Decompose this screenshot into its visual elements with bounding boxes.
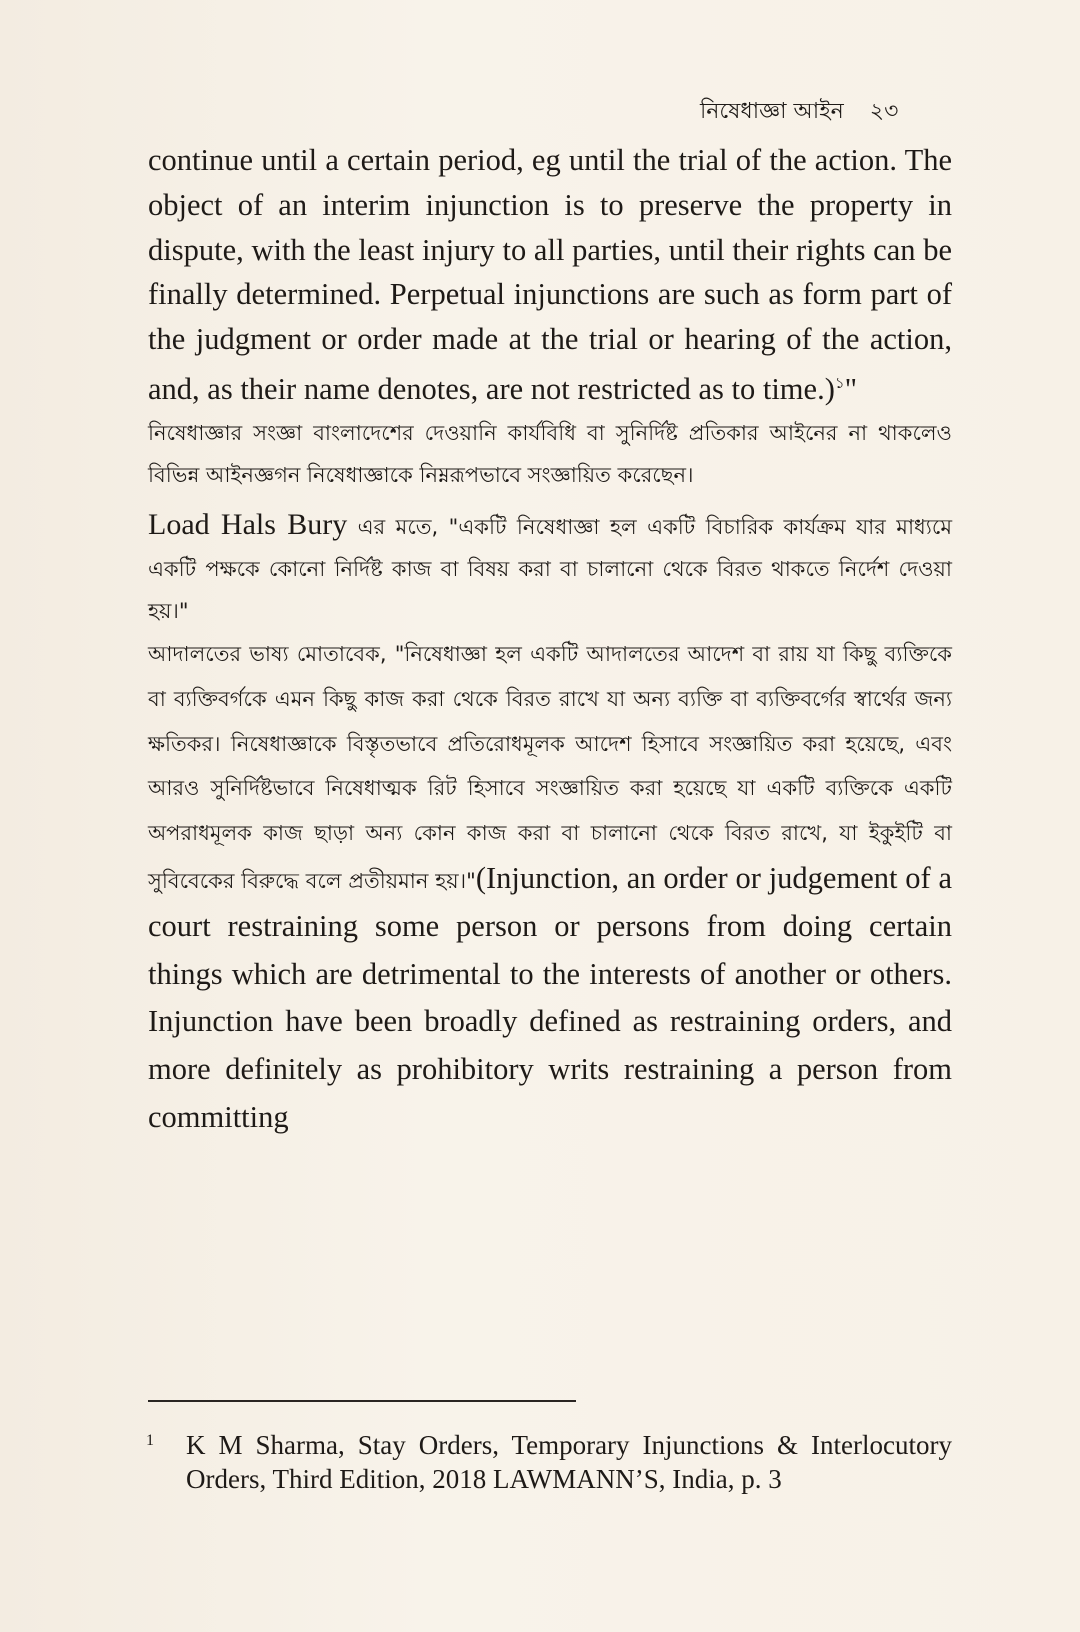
page-number: ২৩ bbox=[869, 98, 899, 124]
halsbury-quote-text: এর মতে, "একটি নিষেধাজ্ঞা হল একটি বিচারিক কার্যক্রম যার মাধ্যমে একটি পক্ষকে কোনো নির্দিষ্ট কাজ বা বিষয় করা বা চালানো থেকে বিরত থাকতে নির্দেশ দেওয়া হয়।" bbox=[148, 514, 952, 623]
running-header bbox=[700, 92, 960, 132]
footnote-number: 1 bbox=[146, 1432, 154, 1449]
footnote bbox=[146, 1428, 952, 1496]
paragraph-halsbury-quote bbox=[148, 504, 952, 632]
court-definition-bengali: আদালতের ভাষ্য মোতাবেক, "নিষেধাজ্ঞা হল একটি আদালতের আদেশ বা রায় যা কিছু ব্যক্তিকে বা ব্যক্তিবর্গকে এমন কিছু কাজ করা থেকে বিরত রাখে যা অন্য ব্যক্তি বা ব্যক্তিবর্গের স্বার্থের জন্য ক্ষতিকর। নিষেধাজ্ঞাকে বিস্তৃতভাবে প্রতিরোধমূলক আদেশ হিসাবে সংজ্ঞায়িত করা হয়েছে, এবং আরও সুনির্দিষ্টভাবে নিষেধাত্মক রিট হিসাবে সংজ্ঞায়িত করা হয়েছে যা একটি ব্যক্তিকে একটি অপরাধমূলক কাজ ছাড়া অন্য কোন কাজ করা বা চালানো থেকে বিরত রাখে, যা ইকুইটি বা সুবিবেকের বিরুদ্ধে বলে প্রতীয়মান হয়।" bbox=[148, 641, 952, 893]
halsbury-name: Load Hals Bury bbox=[148, 507, 348, 541]
closing-quote: " bbox=[844, 372, 858, 407]
court-definition-english: (Injunction, an order or judgement of a court restraining some person or persons from doing certain things which are detrimental to the interests of another or others. Injunction have been broadly defined as restraining orders, and more definitely as prohibitory writs restraining a person from committing bbox=[148, 860, 952, 1134]
footnote-text: K M Sharma, Stay Orders, Temporary Injunctions & Interlocutory Orders, Third Edition, 2018 LAWMANN’S, India, p. 3 bbox=[186, 1430, 952, 1494]
page-body bbox=[148, 138, 952, 1143]
paragraph-bengali-definition-intro: নিষেধাজ্ঞার সংজ্ঞা বাংলাদেশের দেওয়ানি কার্যবিধি বা সুনির্দিষ্ট প্রতিকার আইনের না থাকলেও বিভিন্ন আইনজ্ঞগন নিষেধাজ্ঞাকে নিম্নরূপভাবে সংজ্ঞায়িত করেছেন। bbox=[148, 420, 952, 487]
running-title: নিষেধাজ্ঞা আইন bbox=[700, 98, 844, 124]
paragraph-1-text: continue until a certain period, eg until the trial of the action. The object of an interim injunction is to preserve the property in dispute, with the least injury to all parties, until their rights can be finally determined. Perpetual injunctions are such as form part of the judgment or order made at the trial or hearing of the action, and, as their name denotes, are not restricted as to time.) bbox=[148, 143, 952, 407]
footnote-reference: ১ bbox=[834, 375, 845, 392]
paragraph-court-definition bbox=[148, 632, 952, 1143]
footnote-divider bbox=[148, 1400, 576, 1402]
paragraph-english-1 bbox=[148, 138, 952, 412]
